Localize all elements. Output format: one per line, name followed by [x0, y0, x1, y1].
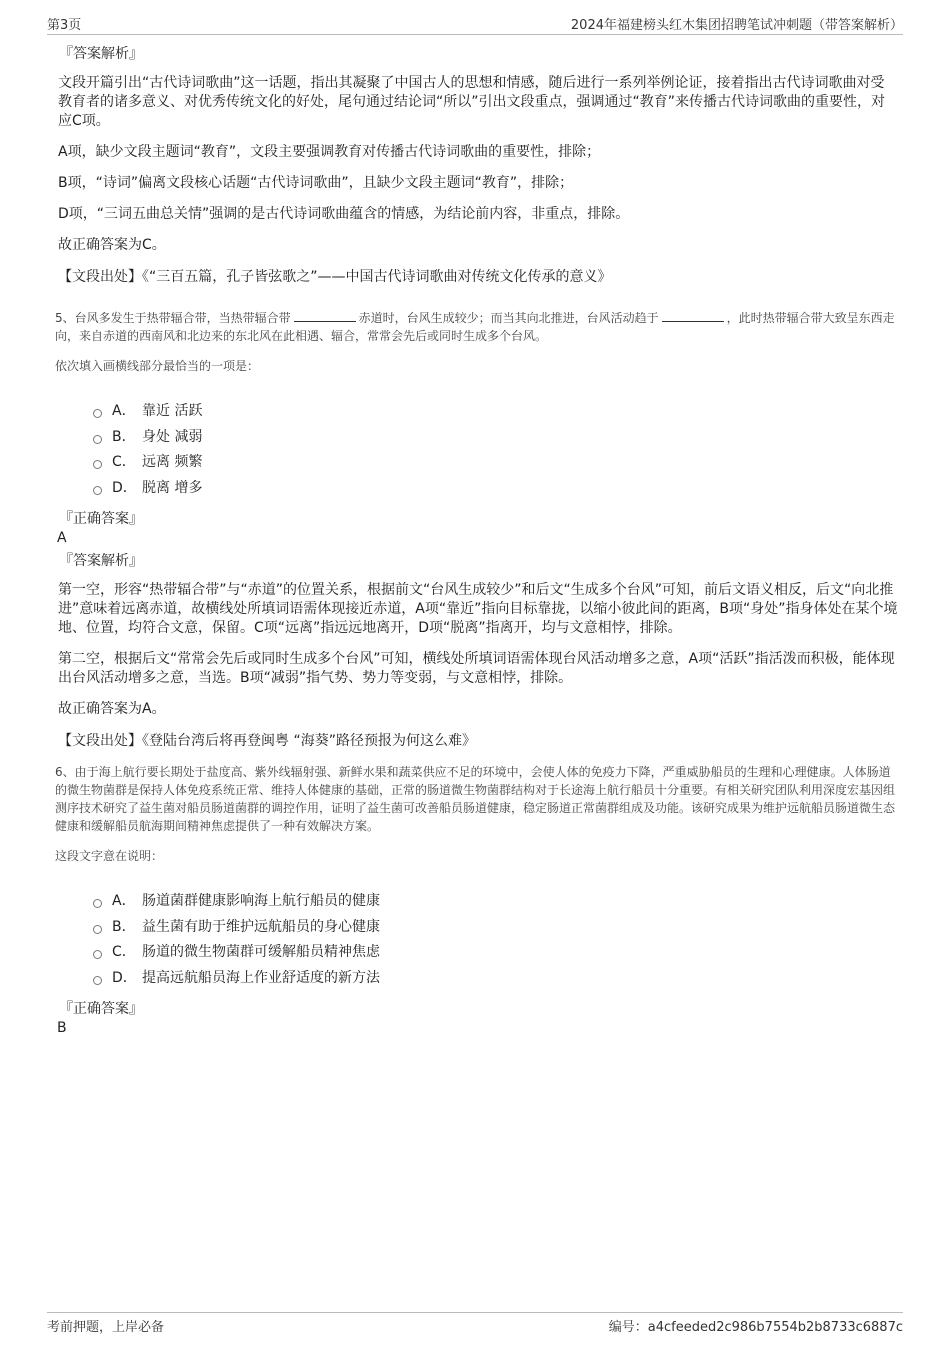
q6-answer-label: 『正确答案』 [59, 1001, 143, 1017]
radio-icon[interactable] [93, 435, 102, 444]
q6-option-d[interactable]: D． 提高远航船员海上作业舒适度的新方法 [93, 966, 898, 992]
footer-code: 编号：a4cfeeded2c986b7554b2b8733c6887c [608, 1320, 903, 1335]
q5-stem-part1: 5、台风多发生于热带辐合带，当热带辐合带 [55, 311, 291, 325]
radio-icon[interactable] [93, 925, 102, 934]
q6-stem: 6、由于海上航行要长期处于盐度高、紫外线辐射强、新鲜水果和蔬菜供应不足的环境中，会使人体的免疫力下降，严重威胁船员的生理和心理健康。人体肠道的微生物菌群是保持人体免疫系统正常、维持人体健康的基础，正常的肠道微生物菌群结构对于长途海上航行船员十分重要。有相关研究团队利用深度宏基因组测序技术研究了益生菌对船员肠道菌群的调控作用，证明了益生菌可改善船员肠道健康，稳定肠道正常菌群组成及功能。该研究成果为维护远航船员肠道微生态健康和缓解船员航海期间精神焦虑提供了一种有效解决方案。 [55, 765, 896, 833]
q5-option-d[interactable]: D． 脱离 增多 [93, 476, 898, 502]
q5-blank-1 [294, 309, 356, 322]
q5-stem-part3: ，此时热带辐合带大致呈东西走向，来自赤道的西南风和北边来的东北风在此相遇、辐合，常常会先后或同时生成多个台风。 [55, 311, 895, 343]
q5-blank-2 [662, 309, 724, 322]
q4-analysis-conclusion: 故正确答案为C。 [58, 237, 166, 253]
q4-analysis-paragraph: A项，缺少文段主题词“教育”，文段主要强调教育对传播古代诗词歌曲的重要性，排除； [58, 144, 601, 160]
q5-stem-part2: 赤道时，台风生成较少；而当其向北推进，台风活动趋于 [358, 311, 659, 325]
q6-option-a[interactable]: A． 肠道菌群健康影响海上航行船员的健康 [93, 889, 898, 915]
radio-icon[interactable] [93, 409, 102, 418]
radio-icon[interactable] [93, 486, 102, 495]
q5-stem [55, 309, 898, 345]
q4-analysis-paragraph: D项，“三词五曲总关情”强调的是古代诗词歌曲蕴含的情感，为结论前内容，非重点，排除。 [58, 206, 630, 222]
q5-answer-value: A [57, 530, 67, 546]
page-header [47, 12, 903, 35]
page-footer [47, 1312, 903, 1335]
q6-prompt: 这段文字意在说明： [55, 849, 164, 863]
q5-analysis-label: 『答案解析』 [59, 553, 143, 569]
footer-slogan: 考前押题，上岸必备 [47, 1320, 165, 1335]
page-content [55, 44, 898, 1041]
q5-source: 【文段出处】《登陆台湾后将再登闽粤 “海葵”路径预报为何这么难》 [58, 733, 476, 749]
q5-analysis-conclusion: 故正确答案为A。 [58, 701, 166, 717]
page-number: 第3页 [47, 18, 82, 33]
q6-option-c[interactable]: C． 肠道的微生物菌群可缓解船员精神焦虑 [93, 940, 898, 966]
q6-options [93, 889, 898, 991]
q6-answer-value: B [57, 1020, 67, 1036]
q5-option-a[interactable]: A． 靠近 活跃 [93, 399, 898, 425]
q6-option-b[interactable]: B． 益生菌有助于维护远航船员的身心健康 [93, 915, 898, 941]
q5-option-c[interactable]: C． 远离 频繁 [93, 450, 898, 476]
radio-icon[interactable] [93, 460, 102, 469]
q5-prompt: 依次填入画横线部分最恰当的一项是： [55, 359, 260, 373]
q5-options [93, 399, 898, 501]
q5-analysis-paragraph: 第一空，形容“热带辐合带”与“赤道”的位置关系，根据前文“台风生成较少”和后文“生成多个台风”可知，前后文语义相反，后文“向北推进”意味着远离赤道，故横线处所填词语需体现接近赤道，A项“靠近”指向目标靠拢，以缩小彼此间的距离，B项“身处”指身体处在某个境地、位置，均符合文意，保留。C项“远离”指远远地离开，D项“脱离”指离开，均与文意相悖，排除。 [58, 582, 898, 636]
q5-analysis-paragraph: 第二空，根据后文“常常会先后或同时生成多个台风”可知，横线处所填词语需体现台风活动增多之意，A项“活跃”指活泼而积极，能体现出台风活动增多之意，当选。B项“减弱”指气势、势力等变弱，与文意相悖，排除。 [58, 651, 895, 686]
q4-analysis-label: 『答案解析』 [59, 46, 143, 62]
q5-option-b[interactable]: B． 身处 减弱 [93, 425, 898, 451]
radio-icon[interactable] [93, 976, 102, 985]
q4-source: 【文段出处】《“三百五篇，孔子皆弦歌之”——中国古代诗词歌曲对传统文化传承的意义》 [58, 269, 612, 285]
q5-answer-label: 『正确答案』 [59, 511, 143, 527]
q4-analysis-paragraph: 文段开篇引出“古代诗词歌曲”这一话题，指出其凝聚了中国古人的思想和情感，随后进行一系列举例论证，接着指出古代诗词歌曲对受教育者的诸多意义、对优秀传统文化的好处，尾句通过结论词“所以”引出文段重点，强调通过“教育”来传播古代诗词歌曲的重要性，对应C项。 [58, 75, 886, 129]
radio-icon[interactable] [93, 899, 102, 908]
radio-icon[interactable] [93, 950, 102, 959]
q4-analysis-paragraph: B项，“诗词”偏离文段核心话题“古代诗词歌曲”，且缺少文段主题词“教育”，排除； [58, 175, 574, 191]
document-title: 2024年福建榜头红木集团招聘笔试冲刺题（带答案解析） [570, 18, 903, 33]
